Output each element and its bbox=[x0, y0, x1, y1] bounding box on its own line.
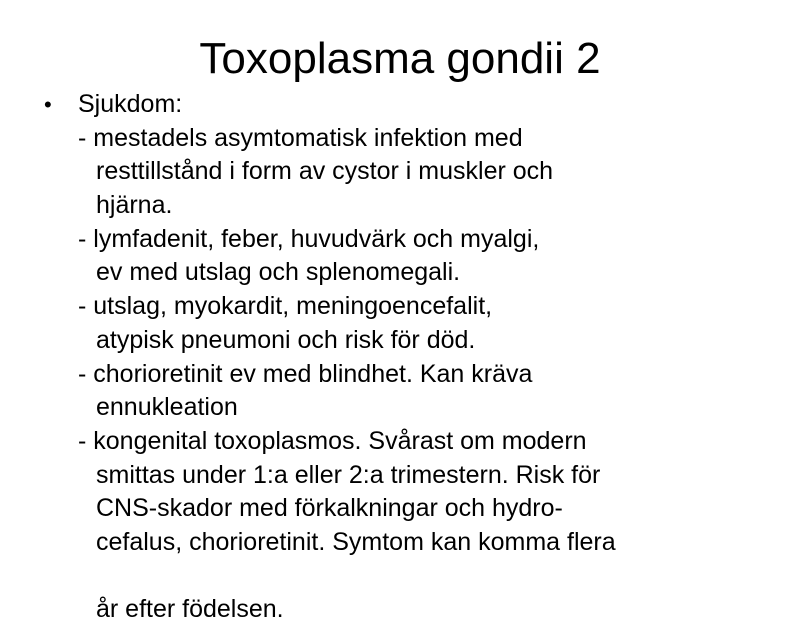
slide-title: Toxoplasma gondii 2 bbox=[199, 34, 601, 83]
body-line: - kongenital toxoplasmos. Svårast om modern bbox=[78, 426, 587, 455]
body-line: CNS-skador med förkalkningar och hydro- bbox=[96, 494, 563, 523]
body-line: - lymfadenit, feber, huvudvärk och myalgi, bbox=[78, 224, 540, 253]
bullet-icon: • bbox=[44, 92, 52, 117]
body-line: resttillstånd i form av cystor i muskler och bbox=[96, 157, 554, 186]
body-line: smittas under 1:a eller 2:a trimestern. Risk för bbox=[96, 460, 601, 489]
body-line: ev med utslag och splenomegali. bbox=[96, 258, 461, 287]
body-line: - mestadels asymtomatisk infektion med bbox=[78, 123, 523, 152]
body-line: ennukleation bbox=[96, 393, 238, 422]
body-line: cefalus, chorioretinit. Symtom kan komma flera bbox=[96, 527, 616, 556]
body-line: hjärna. bbox=[96, 191, 173, 220]
body-line: - utslag, myokardit, meningoencefalit, bbox=[78, 292, 493, 321]
bullet-body bbox=[78, 88, 778, 627]
body-line bbox=[78, 560, 778, 594]
body-line: år efter födelsen. bbox=[96, 595, 284, 624]
body-line: Sjukdom: bbox=[78, 90, 183, 118]
body-line: atypisk pneumoni och risk för död. bbox=[96, 325, 476, 354]
body-line: - chorioretinit ev med blindhet. Kan kräva bbox=[78, 359, 533, 388]
